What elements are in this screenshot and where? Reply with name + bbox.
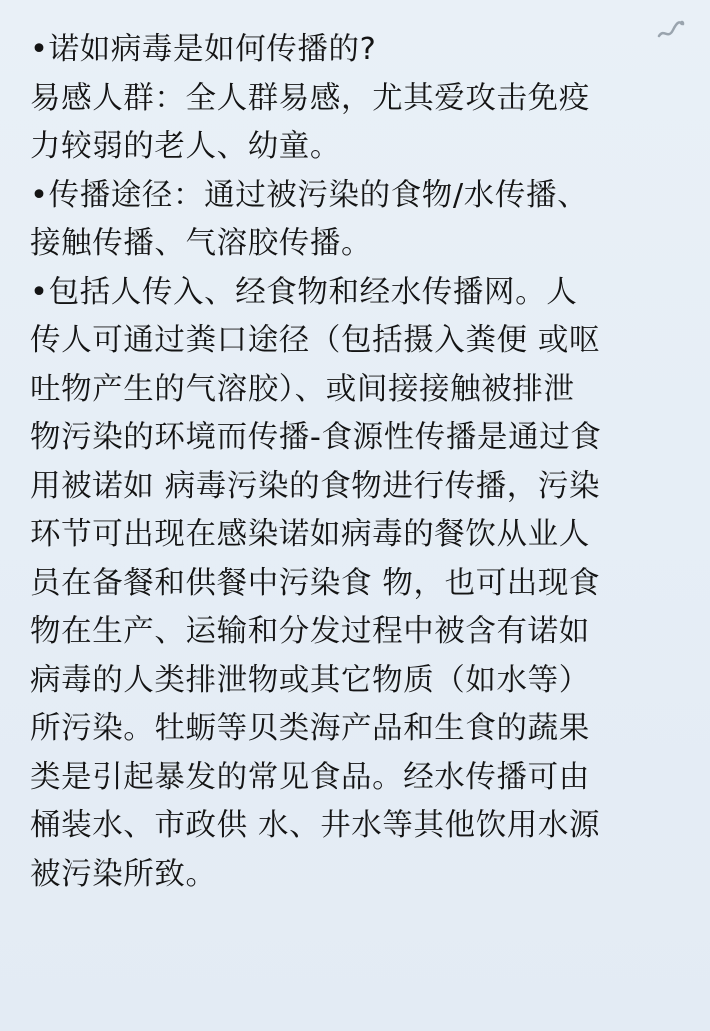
text-line: 吐物产生的气溶胶）、或间接接触被排泄	[30, 371, 575, 407]
text-line: 员在备餐和供餐中污染食 物，也可出现食	[30, 565, 601, 601]
text-line: 物污染的环境而传播-食源性传播是通过食	[30, 420, 602, 455]
text-line: •传播途径：通过被污染的食物/水传播、	[30, 177, 589, 213]
text-line: 接触传播、气溶胶传播。	[30, 226, 373, 261]
text-line: 所污染。牡蛎等贝类海产品和生食的蔬果	[30, 711, 590, 746]
question-heading: •诺如病毒是如何传播的?	[30, 32, 377, 67]
text-line: 力较弱的老人、幼童。	[30, 129, 341, 164]
text-line: 桶装水、市政供 水、井水等其他饮用水源	[30, 808, 601, 843]
text-line: 病毒的人类排泄物或其它物质（如水等）	[30, 662, 590, 698]
text-line: 易感人群：全人群易感，尤其爱攻击免疫	[30, 80, 590, 116]
text-line: 用被诺如 病毒污染的食物进行传播，污染	[30, 468, 601, 504]
text-line: •包括人传入、经食物和经水传播网。人	[30, 274, 578, 310]
text-line: 传人可通过粪口途径（包括摄入粪便 或呕	[30, 323, 601, 358]
text-line: 被污染所致。	[30, 856, 217, 892]
text-line: 类是引起暴发的常见食品。经水传播可由	[30, 759, 590, 795]
text-line: 环节可出现在感染诺如病毒的餐饮从业人	[30, 517, 590, 552]
text-line: 物在生产、运输和分发过程中被含有诺如	[30, 614, 590, 649]
article-body	[30, 26, 695, 899]
